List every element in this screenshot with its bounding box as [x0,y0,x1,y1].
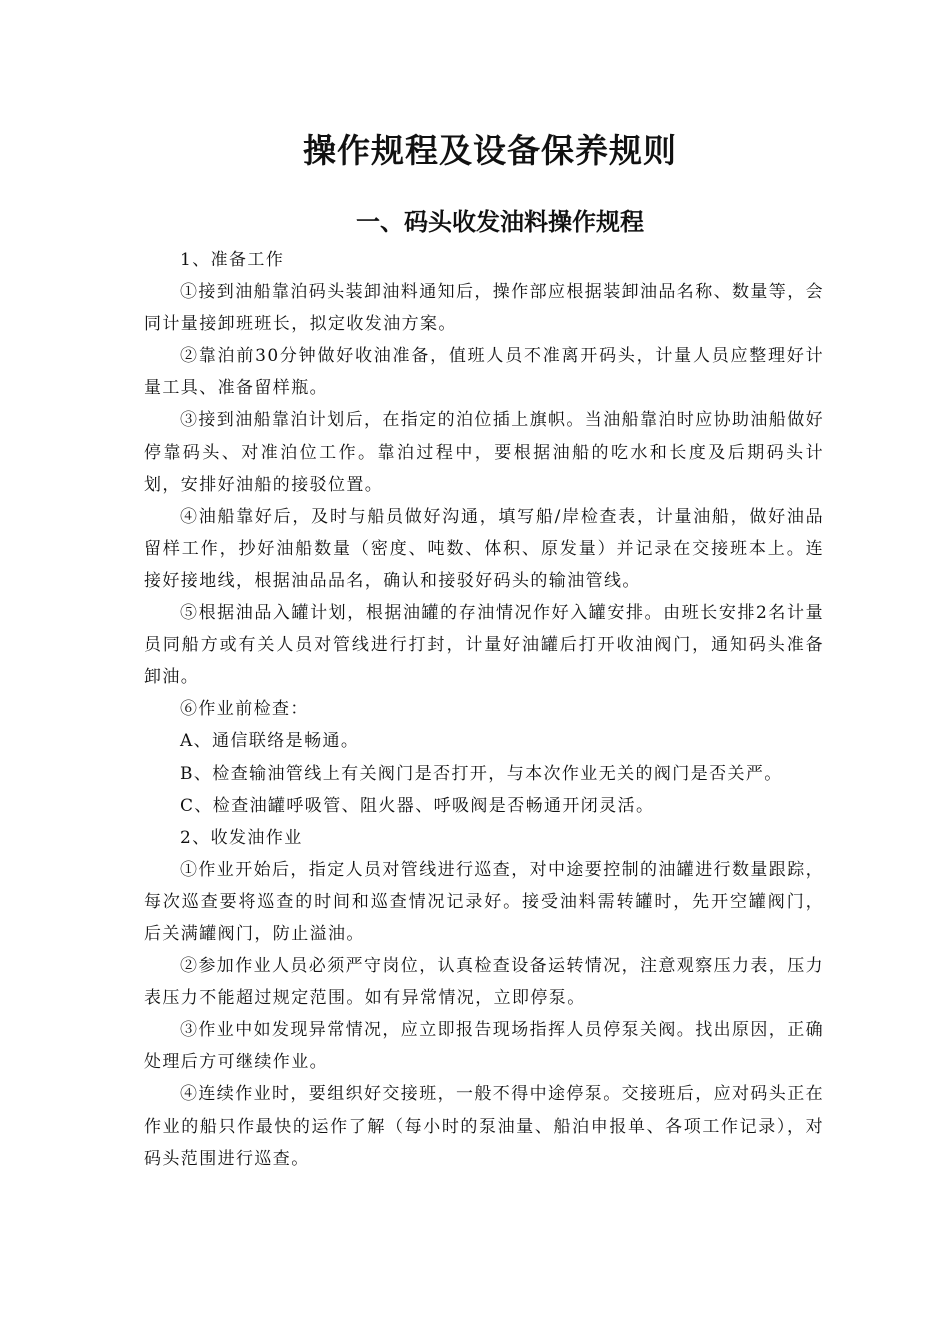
paragraph: A、通信联络是畅通。 [180,731,360,752]
paragraph: ⑤根据油品入罐计划，根据油罐的存油情况作好入罐安排。由班长安排2名计量员同船方或有关人员对管线进行打封，计量好油罐后打开收油阀门，通知码头准备卸油。 [144,603,824,688]
paragraph: 1、准备工作 [180,250,285,270]
paragraph: ③接到油船靠泊计划后，在指定的泊位插上旗帜。当油船靠泊时应协助油船做好停靠码头、对准泊位工作。靠泊过程中，要根据油船的吃水和长度及后期码头计划，安排好油船的接驳位置。 [144,410,824,495]
paragraph: ②靠泊前30分钟做好收油准备，值班人员不准离开码头，计量人员应整理好计量工具、准备留样瓶。 [144,346,824,399]
paragraph: 2、收发油作业 [180,827,303,848]
section-title: 一、码头收发油料操作规程 [356,208,644,236]
paragraph: ④连续作业时，要组织好交接班，一般不得中途停泵。交接班后，应对码头正在作业的船只作最快的运作了解（每小时的泵油量、船泊申报单、各项工作记录），对码头范围进行巡查。 [144,1084,824,1169]
paragraph: ①作业开始后，指定人员对管线进行巡查，对中途要控制的油罐进行数量跟踪，每次巡查要将巡查的时间和巡查情况记录好。接受油料需转罐时，先开空罐阀门，后关满罐阀门，防止溢油。 [144,859,824,944]
paragraph: ①接到油船靠泊码头装卸油料通知后，操作部应根据装卸油品名称、数量等，会同计量接卸班班长，拟定收发油方案。 [144,282,824,335]
paragraph: C、检查油罐呼吸管、阻火器、呼吸阀是否畅通开闭灵活。 [180,795,655,816]
document-title: 操作规程及设备保养规则 [303,131,677,170]
paragraph: ⑥作业前检查： [180,699,309,720]
paragraph: ③作业中如发现异常情况，应立即报告现场指挥人员停泵关阀。找出原因，正确处理后方可继续作业。 [144,1020,824,1073]
paragraph: ②参加作业人员必须严守岗位，认真检查设备运转情况，注意观察压力表，压力表压力不能超过规定范围。如有异常情况，立即停泵。 [144,956,824,1009]
paragraph: ④油船靠好后，及时与船员做好沟通，填写船/岸检查表，计量油船，做好油品留样工作，抄好油船数量（密度、吨数、体积、原发量）并记录在交接班本上。连接好接地线，根据油品品名，确认和接驳好码头的输油管线。 [144,506,824,591]
document-body [144,244,824,1175]
paragraph: B、检查输油管线上有关阀门是否打开，与本次作业无关的阀门是否关严。 [180,763,783,784]
